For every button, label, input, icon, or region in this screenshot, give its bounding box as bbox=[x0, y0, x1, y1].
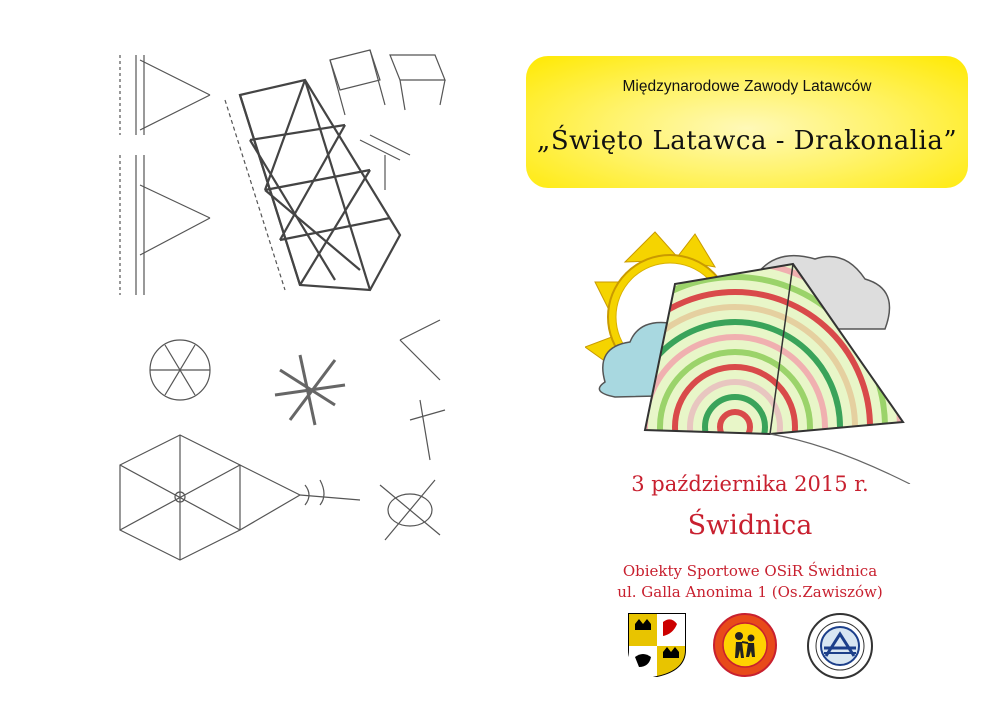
organization-title: Międzynarodowe Zawody Latawców bbox=[622, 78, 872, 95]
mlodziezowy-dom-kultury-logo bbox=[712, 612, 778, 678]
kite-sun-cloud-illustration bbox=[585, 222, 915, 484]
venue-address: ul. Galla Anonima 1 (Os.Zawiszów) bbox=[617, 583, 883, 601]
event-date: 3 października 2015 r. bbox=[631, 472, 869, 496]
kite-construction-drawings bbox=[100, 40, 480, 600]
venue-name: Obiekty Sportowe OSiR Świdnica bbox=[622, 562, 878, 580]
event-name: „Święto Latawca - Drakonalia” bbox=[536, 126, 958, 156]
aeroklub-logo bbox=[806, 612, 874, 680]
coat-of-arms-logo bbox=[627, 612, 687, 678]
title-box bbox=[526, 56, 968, 188]
event-city: Świdnica bbox=[687, 510, 813, 541]
